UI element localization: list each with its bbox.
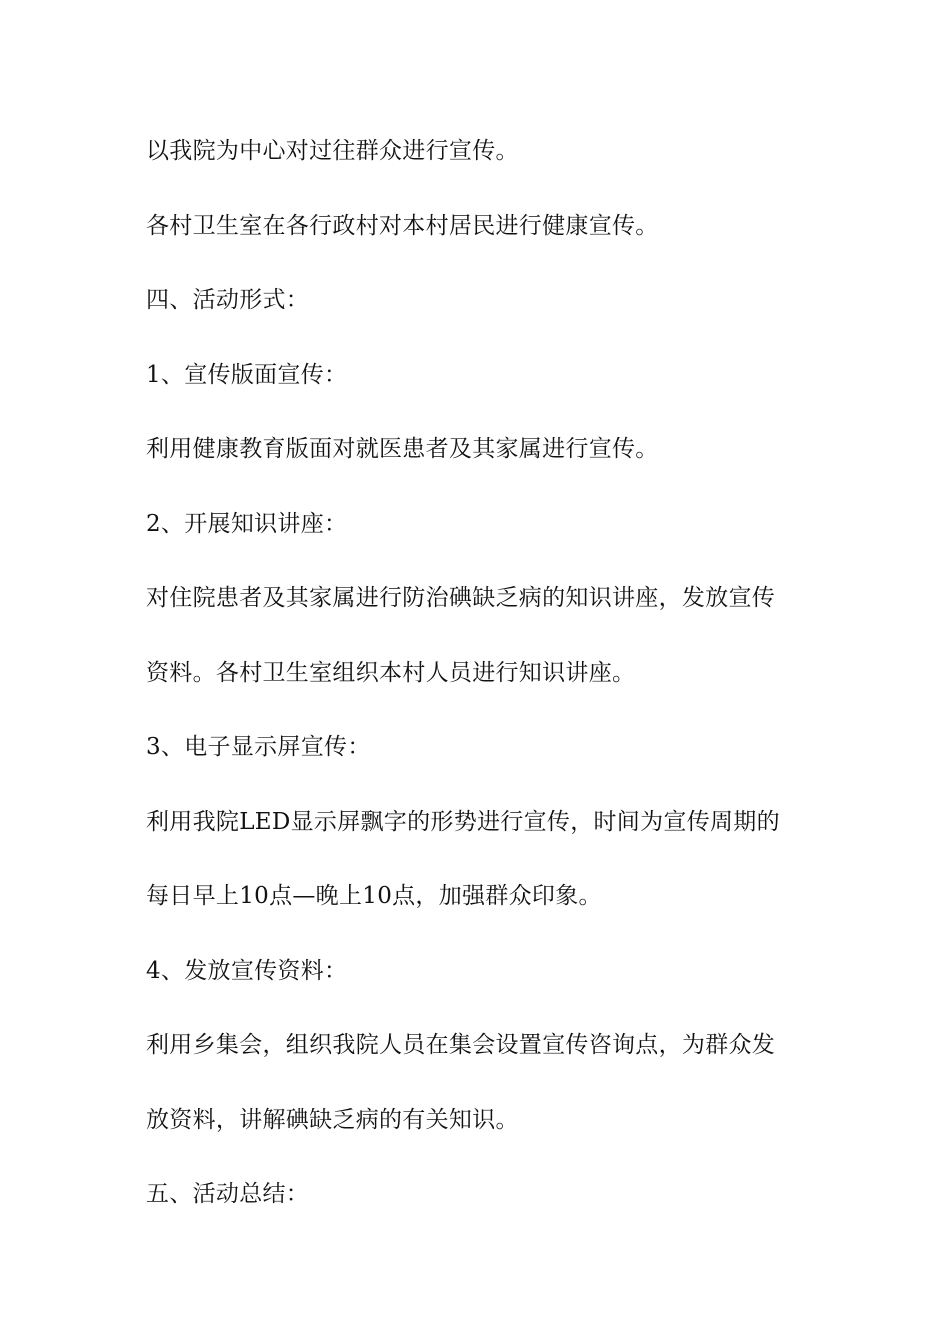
section-heading: 五、活动总结： xyxy=(146,1181,310,1207)
subsection-heading: 3、电子显示屏宣传： xyxy=(146,734,371,760)
document-body xyxy=(146,131,816,1249)
paragraph-line: 利用健康教育版面对就医患者及其家属进行宣传。 xyxy=(146,436,659,462)
paragraph-line: 各村卫生室在各行政村对本村居民进行健康宣传。 xyxy=(146,212,659,239)
paragraph-line: 以我院为中心对过往群众进行宣传。 xyxy=(146,138,519,164)
paragraph-line: 对住院患者及其家属进行防治碘缺乏病的知识讲座，发放宣传 xyxy=(146,585,776,611)
paragraph-line: 利用我院LED显示屏飘字的形势进行宣传，时间为宣传周期的 xyxy=(146,808,780,835)
subsection-heading: 2、开展知识讲座： xyxy=(146,510,348,537)
paragraph-line: 放资料，讲解碘缺乏病的有关知识。 xyxy=(146,1106,519,1133)
subsection-heading: 4、发放宣传资料： xyxy=(146,957,348,984)
subsection-heading: 1、宣传版面宣传： xyxy=(146,361,348,388)
paragraph-line: 利用乡集会，组织我院人员在集会设置宣传咨询点，为群众发 xyxy=(146,1032,776,1058)
paragraph-line: 资料。各村卫生室组织本村人员进行知识讲座。 xyxy=(146,659,636,686)
paragraph-line: 每日早上10点—晚上10点，加强群众印象。 xyxy=(146,883,602,909)
section-heading: 四、活动形式： xyxy=(146,287,310,313)
